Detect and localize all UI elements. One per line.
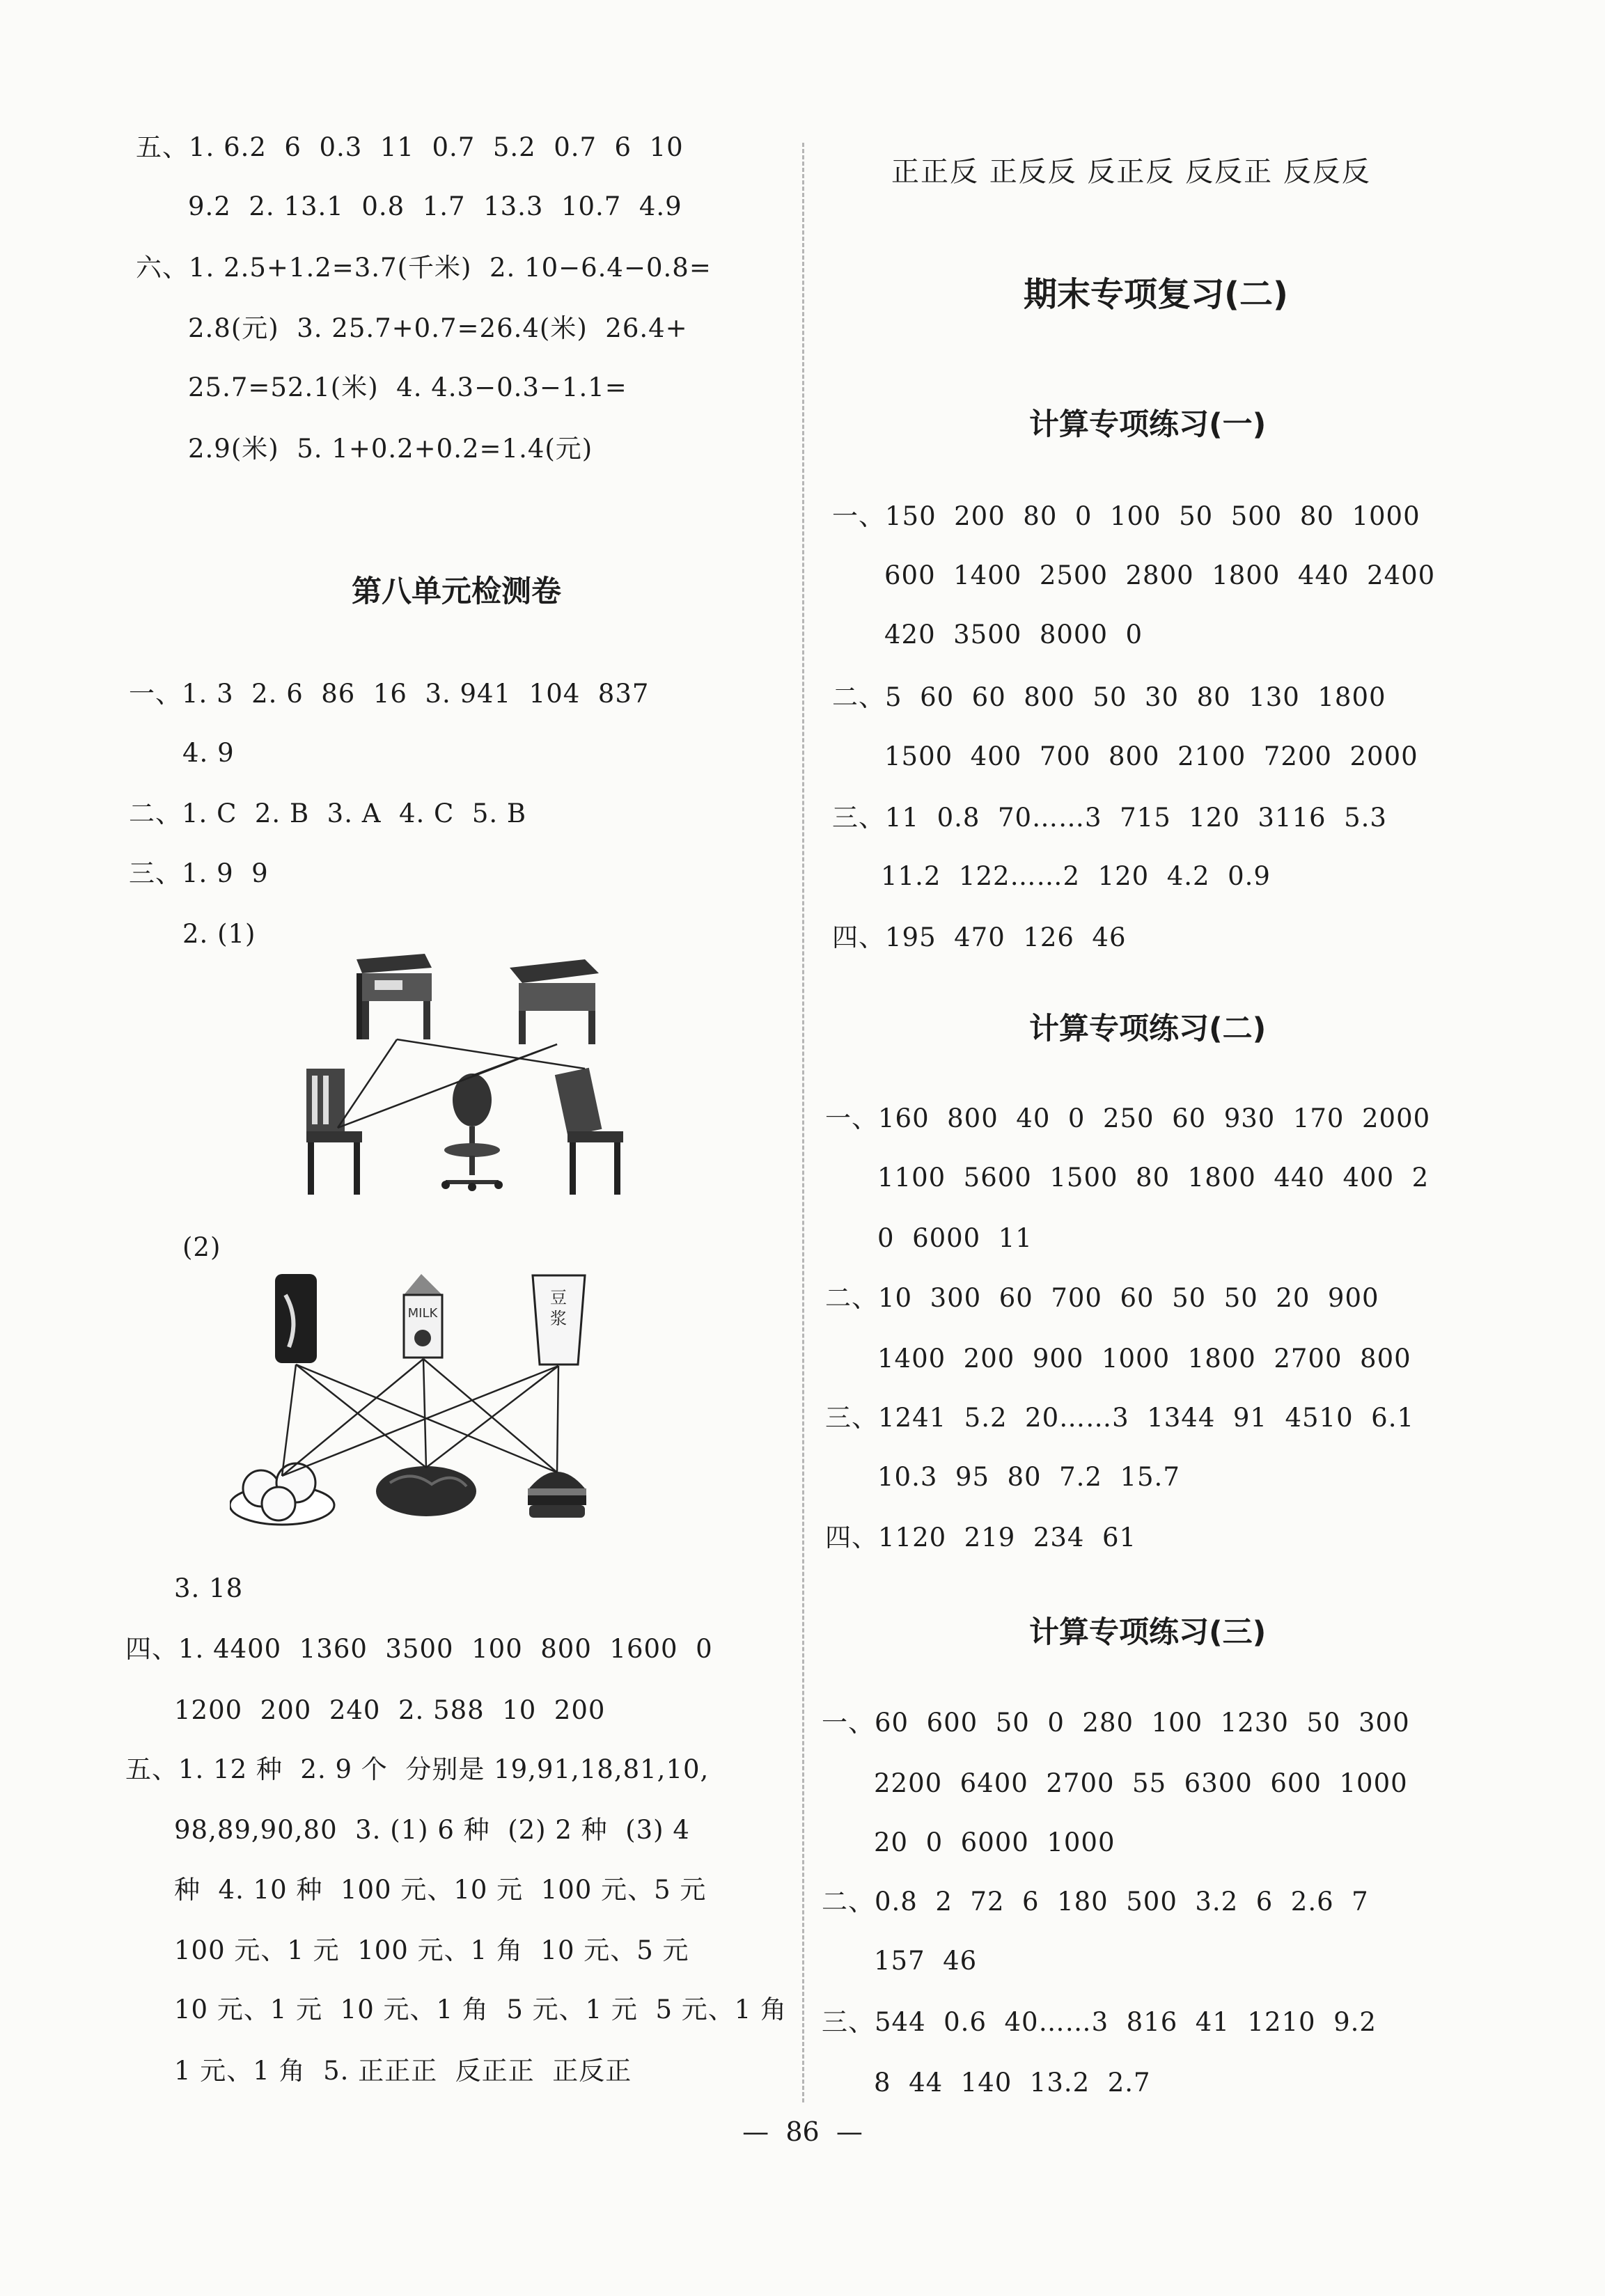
- column-divider: [802, 143, 804, 2102]
- section-title: 计算专项练习(三): [1029, 1615, 1267, 1650]
- doujiang-text: 浆: [550, 1309, 567, 1328]
- answer-line: 0 6000 11: [877, 1223, 1033, 1253]
- soybean-cup-icon: [533, 1275, 585, 1365]
- section-title: 计算专项练习(一): [1029, 407, 1267, 442]
- answer-line: 10.3 95 80 7.2 15.7: [877, 1462, 1180, 1492]
- answer-line: 四、1120 219 234 61: [825, 1523, 1137, 1552]
- review-title: 期末专项复习(二): [1024, 275, 1288, 314]
- answer-line: 三、544 0.6 40……3 816 41 1210 9.2: [822, 2007, 1377, 2037]
- answer-line: 9.2 2. 13.1 0.8 1.7 13.3 10.7 4.9: [188, 191, 682, 221]
- answer-line: 三、1241 5.2 20……3 1344 91 4510 6.1: [825, 1403, 1415, 1433]
- answer-line: 2.9(米) 5. 1+0.2+0.2=1.4(元): [188, 434, 593, 464]
- furniture-matching-figure: [292, 947, 682, 1204]
- answer-line: 3. 18: [174, 1573, 244, 1603]
- answer-line: 2.8(元) 3. 25.7+0.7=26.4(米) 26.4+: [188, 313, 688, 343]
- burger-icon: [528, 1472, 586, 1518]
- answer-line: 二、10 300 60 700 60 50 50 20 900: [825, 1283, 1379, 1313]
- answer-line: 四、1. 4400 1360 3500 100 800 1600 0: [125, 1634, 713, 1664]
- answer-line: 一、1. 3 2. 6 86 16 3. 941 104 837: [129, 679, 650, 709]
- bread-icon: [376, 1466, 476, 1516]
- right-top-line: 正正反 正反反 反正反 反反正 反反反: [891, 156, 1371, 188]
- answer-line: 一、150 200 80 0 100 50 500 80 1000: [832, 501, 1420, 531]
- answer-line: 8 44 140 13.2 2.7: [874, 2068, 1151, 2098]
- answer-line: 一、60 600 50 0 280 100 1230 50 300: [822, 1708, 1410, 1738]
- answer-line: 98,89,90,80 3. (1) 6 种 (2) 2 种 (3) 4: [174, 1815, 690, 1845]
- chair-icon: [306, 1069, 362, 1195]
- answer-line: 10 元、1 元 10 元、1 角 5 元、1 元 5 元、1 角: [174, 1995, 788, 2024]
- food-matching-figure: [230, 1267, 634, 1546]
- answer-line: 五、1. 12 种 2. 9 个 分别是 19,91,18,81,10,: [125, 1754, 710, 1784]
- answer-line: 三、11 0.8 70……3 715 120 3116 5.3: [832, 803, 1387, 833]
- answer-line: 157 46: [874, 1946, 978, 1976]
- answer-line: 25.7=52.1(米) 4. 4.3−0.3−1.1=: [188, 372, 627, 402]
- answer-line: 一、160 800 40 0 250 60 930 170 2000: [825, 1103, 1431, 1133]
- desk-icon: [357, 954, 432, 1039]
- matching-lines: [282, 1359, 558, 1476]
- answer-line: 四、195 470 126 46: [832, 922, 1127, 952]
- answer-line: 2200 6400 2700 55 6300 600 1000: [874, 1768, 1408, 1798]
- soda-can-icon: [275, 1274, 317, 1363]
- answer-line: 三、1. 9 9: [129, 858, 269, 888]
- chair-icon: [555, 1068, 623, 1195]
- desk-icon: [510, 959, 599, 1044]
- page-number: — 86 —: [742, 2116, 863, 2147]
- answer-line: 1500 400 700 800 2100 7200 2000: [884, 741, 1418, 771]
- answer-line: 种 4. 10 种 100 元、10 元 100 元、5 元: [174, 1875, 707, 1905]
- answer-line: 1200 200 240 2. 588 10 200: [174, 1695, 606, 1725]
- answer-line: 五、1. 6.2 6 0.3 11 0.7 5.2 0.7 6 10: [136, 132, 684, 162]
- answer-line: 1400 200 900 1000 1800 2700 800: [877, 1344, 1411, 1374]
- answer-line: 600 1400 2500 2800 1800 440 2400: [884, 560, 1436, 590]
- answer-line: 4. 9: [182, 738, 235, 768]
- answer-line: 20 0 6000 1000: [874, 1827, 1115, 1857]
- office-chair-icon: [441, 1074, 503, 1191]
- answer-line: 二、1. C 2. B 3. A 4. C 5. B: [129, 799, 527, 828]
- answer-line: (2): [182, 1232, 221, 1262]
- answer-line: 六、1. 2.5+1.2=3.7(千米) 2. 10−6.4−0.8=: [136, 253, 712, 283]
- unit8-title: 第八单元检测卷: [352, 574, 561, 609]
- milk-text: MILK: [407, 1306, 438, 1321]
- answer-line: 二、5 60 60 800 50 30 80 130 1800: [832, 682, 1386, 712]
- doujiang-text: 豆: [550, 1288, 567, 1307]
- answer-line: 二、0.8 2 72 6 180 500 3.2 6 2.6 7: [822, 1887, 1369, 1917]
- answer-line: 2. (1): [182, 919, 256, 949]
- answer-line: 100 元、1 元 100 元、1 角 10 元、5 元: [174, 1935, 689, 1965]
- answer-line: 11.2 122……2 120 4.2 0.9: [881, 861, 1271, 891]
- section-title: 计算专项练习(二): [1029, 1012, 1267, 1046]
- answer-line: 1 元、1 角 5. 正正正 反正正 正反正: [174, 2056, 632, 2086]
- answer-line: 420 3500 8000 0: [884, 620, 1143, 650]
- answer-line: 1100 5600 1500 80 1800 440 400 2: [877, 1163, 1430, 1193]
- milk-carton-icon: [404, 1274, 442, 1358]
